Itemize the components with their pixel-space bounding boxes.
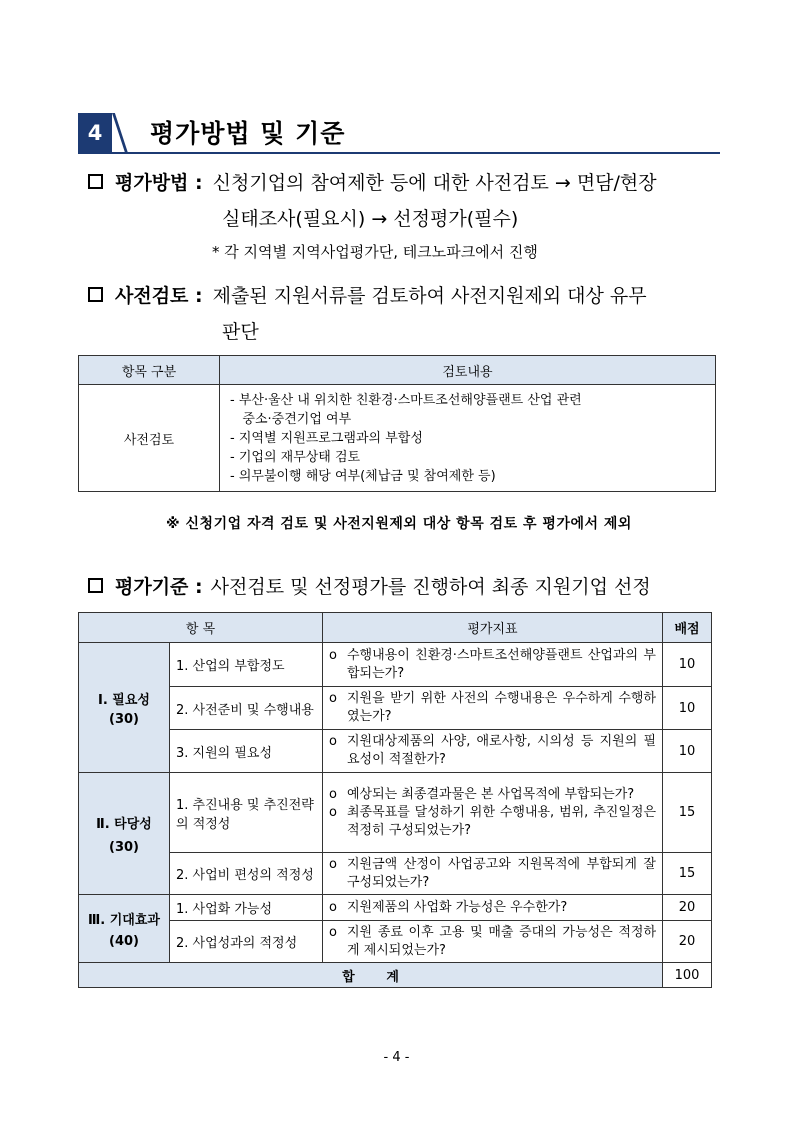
section-underline	[78, 152, 720, 154]
bullet-o-icon: o	[329, 924, 337, 940]
precheck-content-line: 중소·중견기업 여부	[230, 411, 352, 427]
criteria-group-name: Ⅱ. 타당성	[96, 816, 152, 832]
criteria-group-name: Ⅲ. 기대효과	[88, 912, 160, 928]
criteria-text: 사전검토 및 선정평가를 진행하여 최종 지원기업 선정	[210, 576, 651, 598]
criteria-header-item: 항 목	[79, 613, 323, 643]
criteria-indicator-text: 최종목표를 달성하기 위한 수행내용, 범위, 추진일정은 적정히 구성되었는가?	[347, 804, 656, 838]
criteria-heading	[88, 572, 651, 599]
criteria-header-indicator: 평가지표	[323, 613, 663, 643]
precheck-table	[78, 355, 716, 492]
section-number: 4	[78, 113, 112, 153]
method-line1: 신청기업의 참여제한 등에 대한 사전검토 → 면담/현장	[212, 172, 657, 194]
criteria-score: 15	[663, 773, 712, 853]
precheck-warning: ※ 신청기업 자격 검토 및 사전지원제외 대상 항목 검토 후 평가에서 제외	[166, 516, 632, 532]
precheck-content-line: - 지역별 지원프로그램과의 부합성	[230, 430, 423, 446]
precheck-header-item: 항목 구분	[79, 356, 220, 385]
precheck-contents	[220, 385, 716, 492]
criteria-indicator	[323, 921, 663, 963]
criteria-indicator	[323, 853, 663, 895]
total-score: 100	[663, 963, 712, 988]
criteria-indicator-text: 수행내용이 친환경·스마트조선해양플랜트 산업과의 부합되는가?	[347, 647, 656, 681]
criteria-label: 평가기준 :	[115, 576, 203, 598]
precheck-heading	[88, 281, 647, 308]
criteria-indicator	[323, 687, 663, 730]
section-number-slant	[112, 113, 128, 153]
criteria-group	[79, 773, 170, 895]
criteria-indicator	[323, 643, 663, 687]
method-line2: 실태조사(필요시) → 선정평가(필수)	[222, 208, 519, 230]
criteria-indicator-text: 지원을 받기 위한 사전의 수행내용은 우수하게 수행하였는가?	[347, 691, 656, 724]
criteria-header-score: 배점	[663, 613, 712, 643]
method-note: * 각 지역별 지역사업평가단, 테크노파크에서 진행	[212, 243, 538, 261]
criteria-indicator-text: 지원 종료 이후 고용 및 매출 증대의 가능성은 적정하게 제시되었는가?	[347, 924, 656, 958]
criteria-table	[78, 612, 712, 988]
bullet-o-icon: o	[329, 804, 337, 820]
bullet-o-icon: o	[329, 899, 337, 915]
precheck-content-line: - 부산·울산 내 위치한 친환경·스마트조선해양플랜트 산업 관련	[230, 392, 582, 408]
precheck-header-content: 검토내용	[220, 356, 716, 385]
criteria-sub-item: 3. 지원의 필요성	[170, 730, 323, 773]
criteria-sub-item: 1. 사업화 가능성	[170, 895, 323, 921]
criteria-score: 10	[663, 730, 712, 773]
criteria-score: 10	[663, 643, 712, 687]
bullet-o-icon: o	[329, 734, 337, 749]
total-label: 합 계	[79, 963, 663, 988]
criteria-indicator	[323, 773, 663, 853]
bullet-o-icon: o	[329, 647, 337, 663]
method-label: 평가방법 :	[115, 172, 203, 194]
criteria-group	[79, 643, 170, 773]
criteria-group-points: (40)	[109, 933, 139, 949]
criteria-indicator	[323, 730, 663, 773]
criteria-indicator	[323, 895, 663, 921]
criteria-group-name: Ⅰ. 필요성	[98, 692, 150, 708]
criteria-group	[79, 895, 170, 963]
criteria-sub-item: 1. 산업의 부합정도	[170, 643, 323, 687]
checkbox-square-icon	[88, 578, 103, 593]
precheck-content-line: - 기업의 재무상태 검토	[230, 449, 361, 465]
precheck-item: 사전검토	[79, 385, 220, 492]
criteria-score: 15	[663, 853, 712, 895]
criteria-sub-item: 2. 사업비 편성의 적정성	[170, 853, 323, 895]
precheck-line1: 제출된 지원서류를 검토하여 사전지원제외 대상 유무	[212, 285, 647, 307]
criteria-indicator-text: 지원제품의 사업화 가능성은 우수한가?	[347, 899, 568, 915]
bullet-o-icon: o	[329, 786, 337, 802]
criteria-score: 20	[663, 895, 712, 921]
criteria-sub-item: 2. 사업성과의 적정성	[170, 921, 323, 963]
criteria-score: 20	[663, 921, 712, 963]
method-heading	[88, 168, 657, 195]
page-number: - 4 -	[383, 1050, 410, 1065]
criteria-sub-item: 1. 추진내용 및 추진전략의 적정성	[170, 773, 323, 853]
criteria-indicator-text: 예상되는 최종결과물은 본 사업목적에 부합되는가?	[347, 786, 635, 802]
criteria-indicator-text: 지원금액 산정이 사업공고와 지원목적에 부합되게 잘 구성되었는가?	[347, 856, 656, 890]
criteria-group-points: (30)	[109, 711, 139, 727]
checkbox-square-icon	[88, 174, 103, 189]
criteria-group-points: (30)	[109, 839, 139, 855]
criteria-sub-item: 2. 사전준비 및 수행내용	[170, 687, 323, 730]
bullet-o-icon: o	[329, 691, 337, 706]
checkbox-square-icon	[88, 287, 103, 302]
precheck-label: 사전검토 :	[115, 285, 203, 307]
precheck-line2: 판단	[222, 321, 259, 343]
criteria-indicator-text: 지원대상제품의 사양, 애로사항, 시의성 등 지원의 필요성이 적절한가?	[347, 734, 656, 767]
criteria-score: 10	[663, 687, 712, 730]
precheck-content-line: - 의무불이행 해당 여부(체납금 및 참여제한 등)	[230, 468, 496, 484]
section-title: 평가방법 및 기준	[150, 119, 346, 148]
bullet-o-icon: o	[329, 856, 337, 872]
